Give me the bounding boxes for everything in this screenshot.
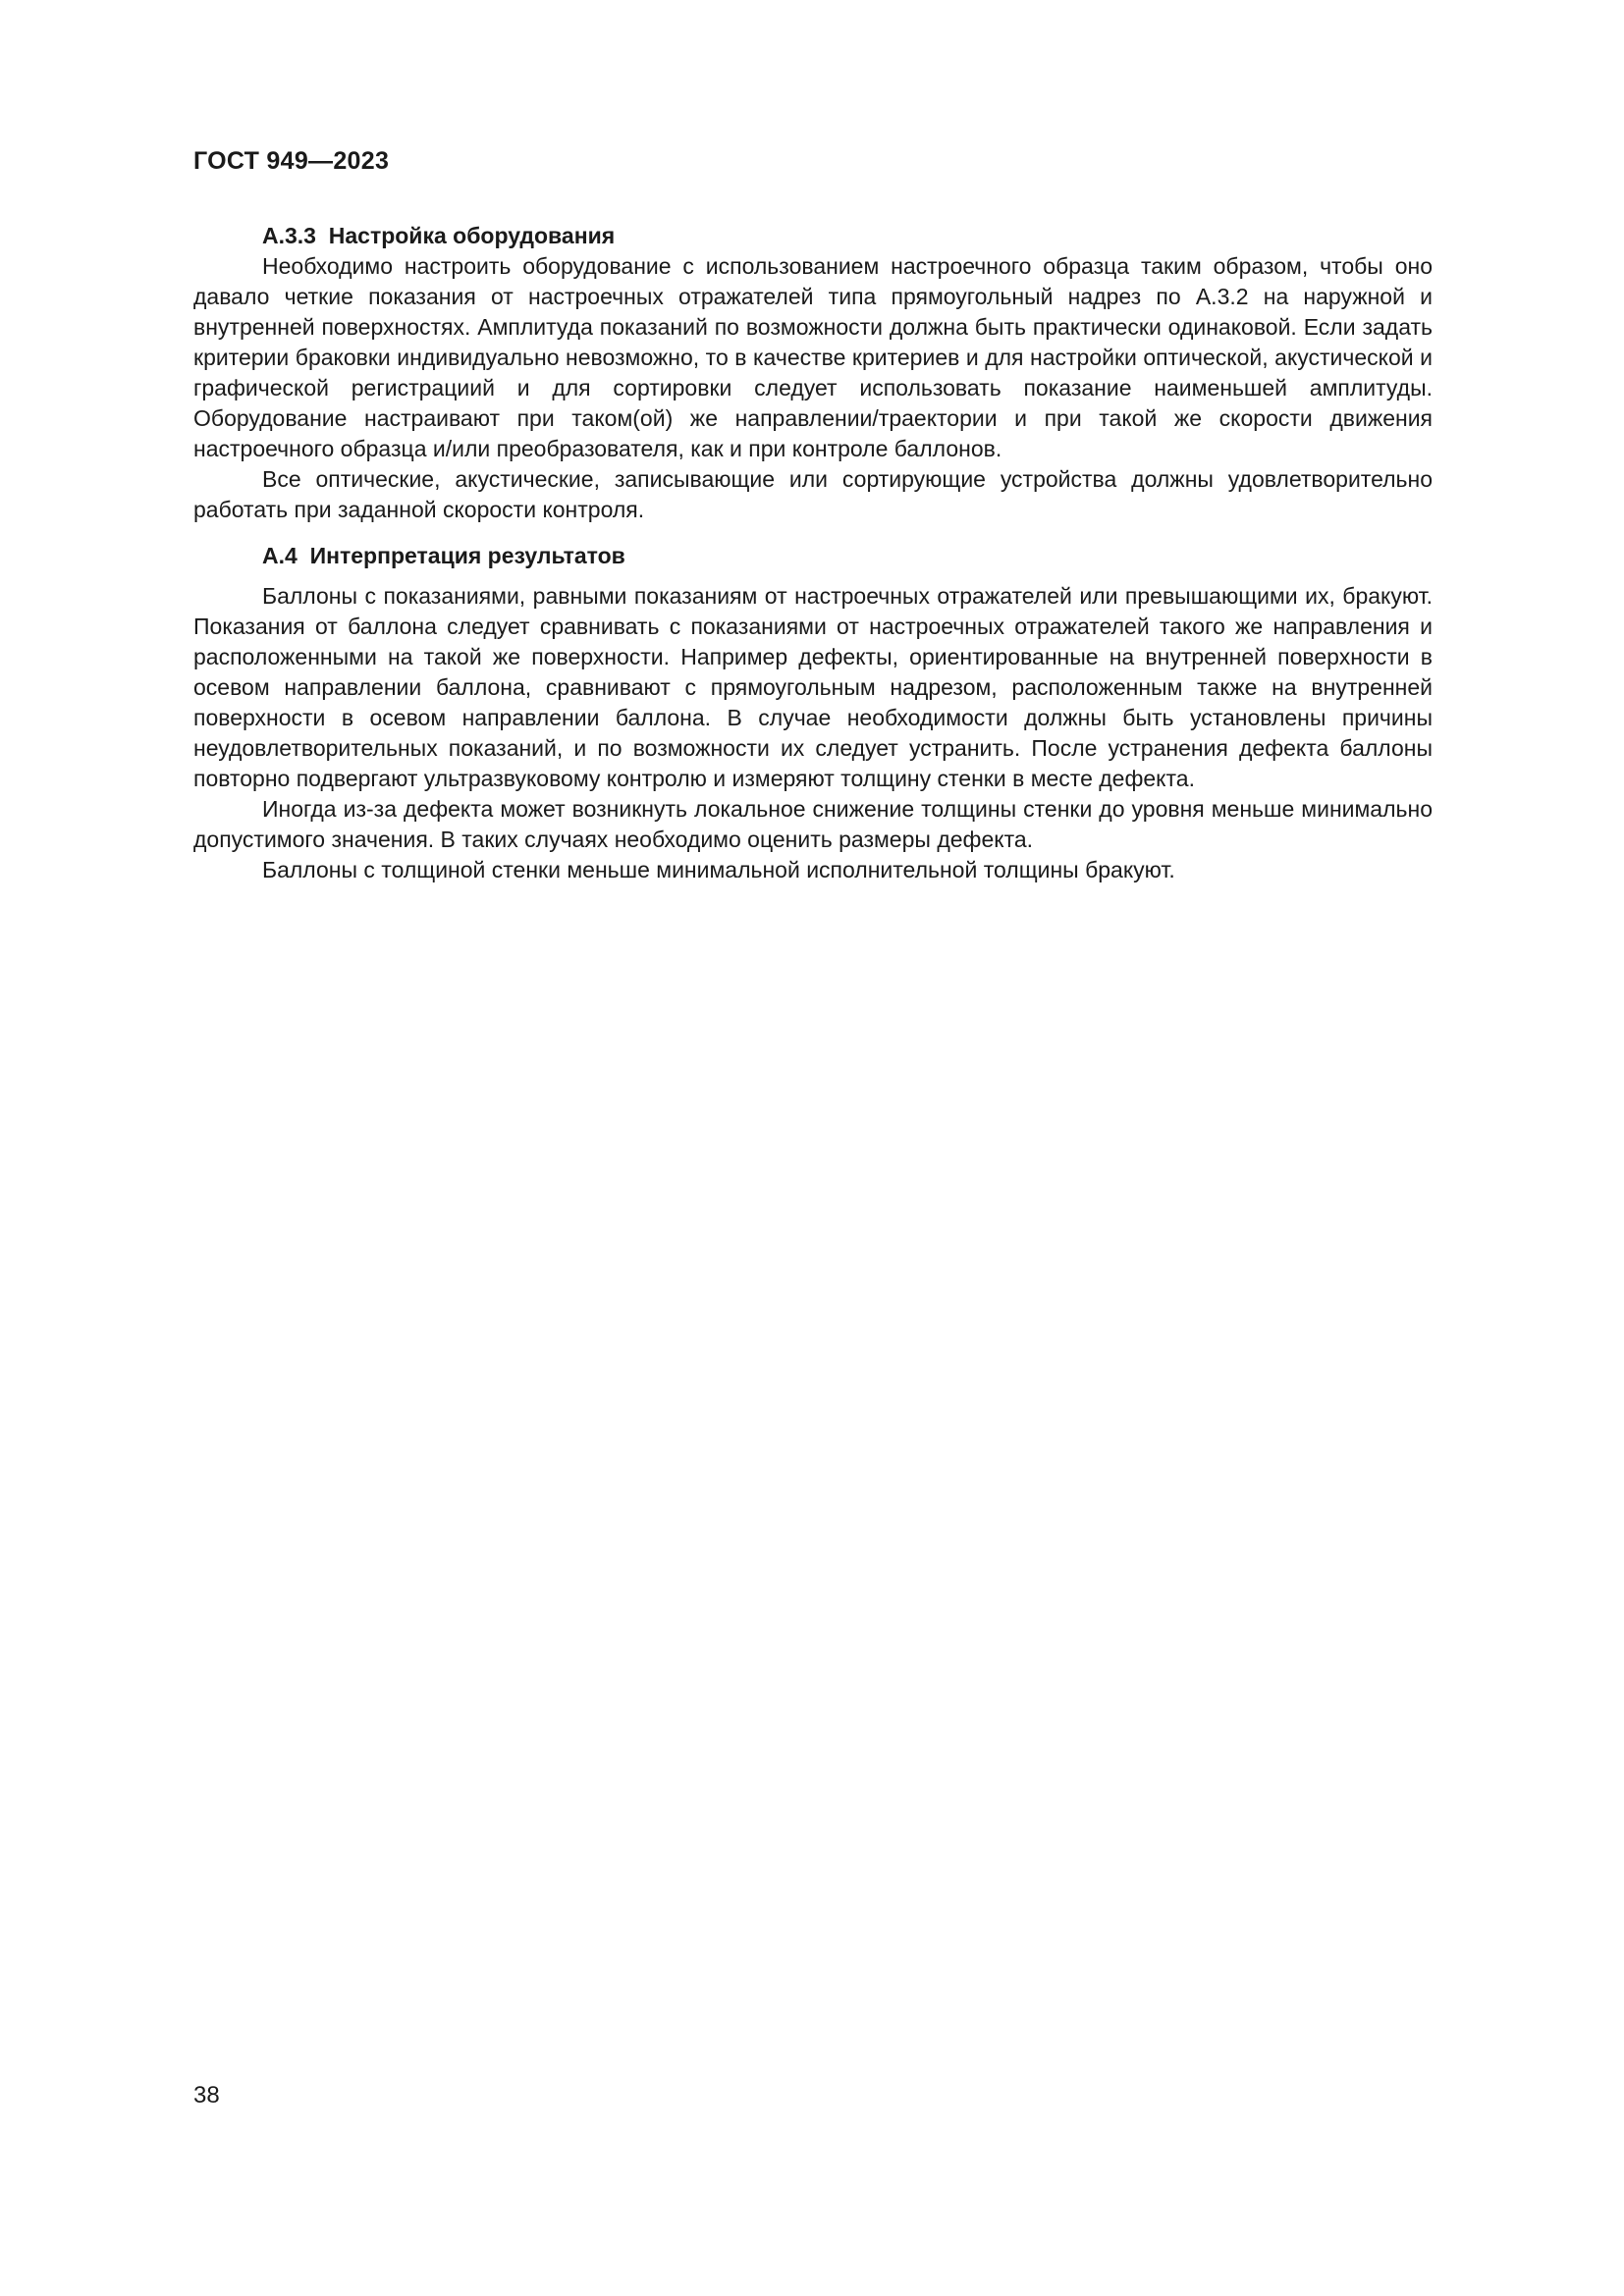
section-a-3-3 xyxy=(193,221,1433,525)
document-header-title: ГОСТ 949—2023 xyxy=(193,147,390,175)
section-spacer xyxy=(193,525,1433,541)
section-heading: А.3.3 Настройка оборудования xyxy=(262,223,616,248)
paragraph: Иногда из-за дефекта может возникнуть локальное снижение толщины стенки до уровня меньше минимально допустимого значения. В таких случаях необходимо оценить размеры дефекта. xyxy=(193,796,1433,852)
paragraph: Баллоны с показаниями, равными показаниям от настроечных отражателей или превышающими их, бракуют. Показания от баллона следует сравнивать с показаниями от настроечных отражателей такого же направления и расположенными на такой же поверхности. Например дефекты, ориентированные на внутренней поверхности в осевом направлении баллона, сравнивают с прямоугольным надрезом, расположенным также на внутренней поверхности в осевом направлении баллона. В случае необходимости должны быть установлены причины неудовлетворительных показаний, и по возможности их следует устранить. После устранения дефекта баллоны повторно подвергают ультразвуковому контролю и измеряют толщину стенки в месте дефекта. xyxy=(193,583,1433,791)
section-heading: А.4 Интерпретация результатов xyxy=(262,543,625,568)
paragraph: Необходимо настроить оборудование с использованием настроечного образца таким образом, чтобы оно давало четкие показания от настроечных отражателей типа прямоугольный надрез по А.3.2 на наружной и внутренней поверхностях. Амплитуда показаний по возможности должна быть практически одинаковой. Если задать критерии браковки индивидуально невозможно, то в качестве критериев и для настройки оптической, акустической и графической регистрациий и для сортировки следует использовать показание наименьшей амплитуды. Оборудование настраивают при таком(ой) же направлении/траектории и при такой же скорости движения настроечного образца и/или преобразователя, как и при контроле баллонов. xyxy=(193,253,1433,461)
paragraph: Баллоны с толщиной стенки меньше минимальной исполнительной толщины бракуют. xyxy=(262,857,1175,882)
page-number: 38 xyxy=(193,2082,220,2109)
paragraph: Все оптические, акустические, записывающие или сортирующие устройства должны удовлетворительно работать при заданной скорости контроля. xyxy=(193,466,1433,522)
document-body xyxy=(193,221,1433,885)
section-a-4 xyxy=(193,541,1433,885)
